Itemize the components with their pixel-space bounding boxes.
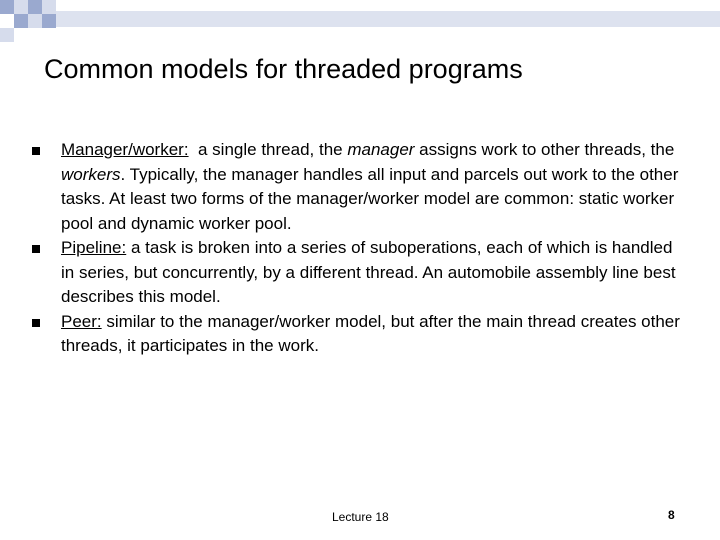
bullet-list — [32, 138, 682, 359]
checker-pattern — [0, 0, 56, 42]
bullet-text: . Typically, the manager handles all input and parcels out work to the other tasks. At least two forms of the manager/worker model are common: static worker pool and dynamic worker pool. — [61, 164, 679, 233]
header-decoration — [0, 0, 720, 60]
bullet-text: assigns work to other threads, the — [414, 140, 675, 159]
footer-lecture: Lecture 18 — [332, 510, 389, 524]
bullet-pipeline — [32, 236, 682, 310]
slide-title: Common models for threaded programs — [44, 54, 523, 84]
square-bullet-icon — [32, 245, 40, 253]
bullet-manager-worker — [32, 138, 682, 236]
bullet-term: Pipeline: — [61, 238, 127, 257]
bullet-text: similar to the manager/worker model, but after the main thread creates other threads, it participates in the work. — [61, 311, 680, 355]
page-number: 8 — [668, 508, 675, 522]
bullet-emphasis: workers — [61, 164, 121, 184]
bullet-text: a single thread, the — [188, 140, 348, 159]
bullet-peer — [32, 310, 682, 359]
square-bullet-icon — [32, 319, 40, 327]
bullet-emphasis: manager — [347, 140, 415, 159]
header-band — [56, 11, 720, 27]
square-bullet-icon — [32, 147, 40, 155]
bullet-term: Manager/worker: — [61, 140, 189, 159]
bullet-text: a task is broken into a series of suboperations, each of which is handled in series, but concurrently, by a different thread. An automobile assembly line best describes this model. — [61, 238, 676, 306]
bullet-term: Peer: — [61, 311, 102, 331]
